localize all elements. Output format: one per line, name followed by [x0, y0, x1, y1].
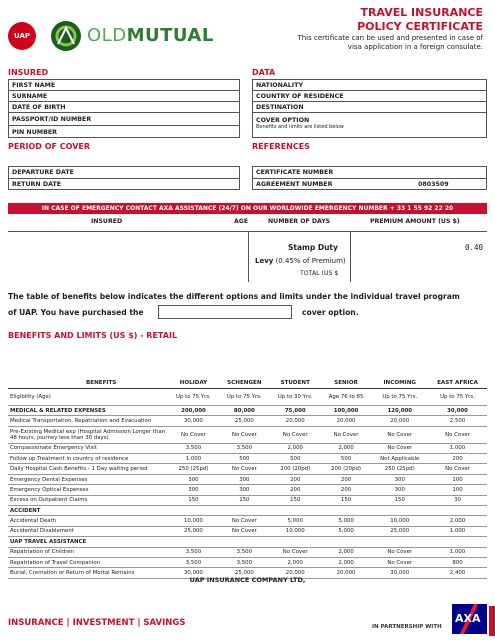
benefit-value: 3,500: [219, 557, 270, 567]
benefit-value: No Cover: [270, 426, 321, 443]
benefit-value: No Cover: [371, 557, 428, 567]
footer-tagline: INSURANCE | INVESTMENT | SAVINGS: [8, 618, 186, 628]
benefit-value: 1,000: [428, 547, 487, 557]
benefit-value: No Cover: [270, 547, 321, 557]
benefit-value: 80,000: [219, 405, 270, 415]
benefit-row: [8, 557, 487, 567]
benefit-value: No Cover: [371, 443, 428, 453]
benefit-value: 2,500: [428, 416, 487, 426]
side-stripe: [489, 606, 495, 636]
benefit-value: No Cover: [168, 426, 219, 443]
benefit-value: [321, 506, 372, 516]
benefit-value: Up to 75 Yrs.: [219, 388, 270, 405]
benefit-label: Emergency Optical Expenses: [8, 485, 168, 495]
benefit-value: 10,000: [168, 516, 219, 526]
benefit-value: [371, 506, 428, 516]
benefit-value: [428, 537, 487, 547]
benefit-value: 100: [428, 474, 487, 484]
benefit-value: Up to 30 Yrs.: [270, 388, 321, 405]
benefit-value: 2,000: [428, 516, 487, 526]
period-box: [8, 166, 240, 190]
benefit-value: 30: [428, 495, 487, 505]
benefit-value: No Cover: [371, 547, 428, 557]
benefit-value: Age 76 to 85: [321, 388, 372, 405]
data-heading: DATA: [252, 68, 276, 77]
insured-column-header: INSURED: [91, 218, 123, 225]
partnership-label: IN PARTNERSHIP WITH: [372, 624, 442, 630]
first-name-field[interactable]: FIRST NAME: [9, 80, 239, 91]
purchased-option-field[interactable]: [158, 305, 292, 319]
benefit-value: No Cover: [219, 464, 270, 474]
benefit-value: 200 (20pd): [270, 464, 321, 474]
benefit-label: Repatriation of Travel Companion: [8, 557, 168, 567]
benefit-value: No Cover: [371, 426, 428, 443]
benefit-value: [219, 506, 270, 516]
age-column-header: AGE: [234, 218, 249, 225]
benefit-value: No Cover: [219, 426, 270, 443]
benefit-value: 25,000: [219, 416, 270, 426]
benefit-label: Accidental Death: [8, 516, 168, 526]
benefit-value: 75,000: [270, 405, 321, 415]
benefit-row: [8, 495, 487, 505]
benefit-value: 500: [321, 454, 372, 464]
benefit-value: 5,000: [321, 516, 372, 526]
benefit-value: 20,000: [270, 568, 321, 578]
benefit-value: 30,000: [371, 568, 428, 578]
benefit-value: 3,500: [168, 557, 219, 567]
benefit-value: No Cover: [428, 426, 487, 443]
benefit-value: 300: [168, 485, 219, 495]
benefit-row: [8, 474, 487, 484]
east-africa-column-header: EAST AFRICA: [428, 378, 487, 388]
benefit-value: 3,500: [219, 443, 270, 453]
benefit-value: 200: [428, 454, 487, 464]
benefit-label: Emergency Dental Expenses: [8, 474, 168, 484]
old-mutual-logo-icon: [50, 20, 82, 52]
days-column-header: NUMBER OF DAYS: [268, 218, 331, 225]
divider: [248, 232, 249, 282]
benefit-row: [8, 516, 487, 526]
benefit-value: 250 (25pd): [371, 464, 428, 474]
benefit-value: No Cover: [219, 516, 270, 526]
benefit-label: Compassionate Emergency Visit: [8, 443, 168, 453]
holiday-column-header: HOLIDAY: [168, 378, 219, 388]
benefit-value: 5,000: [321, 526, 372, 536]
benefit-value: Up to 75 Yrs.: [168, 388, 219, 405]
benefit-value: 25,000: [168, 526, 219, 536]
benefit-value: 25,000: [371, 526, 428, 536]
benefit-value: 20,000: [371, 416, 428, 426]
benefit-value: 3,500: [219, 547, 270, 557]
benefit-row: [8, 464, 487, 474]
benefit-value: [168, 506, 219, 516]
intro-line-2: of UAP. You have purchased the: [8, 308, 144, 317]
benefit-value: 1,000: [168, 454, 219, 464]
benefit-label: Excess on Outpatient Claims: [8, 495, 168, 505]
benefit-value: 500: [270, 454, 321, 464]
certificate-subtitle: This certificate can be used and presented in case of: [297, 34, 483, 42]
axa-logo-icon: AXA: [452, 604, 487, 634]
benefit-row: [8, 426, 487, 443]
benefit-value: 800: [428, 557, 487, 567]
benefit-label: Accidental Disablement: [8, 526, 168, 536]
benefit-value: 2,000: [321, 443, 372, 453]
cover-option-note: Benefits and limits are listed below: [256, 124, 344, 130]
intro-line-1: The table of benefits below indicates the different options and limits under the individual travel program: [8, 292, 460, 301]
benefit-value: 100,000: [321, 405, 372, 415]
data-box: [252, 79, 487, 138]
benefit-value: 20,000: [270, 416, 321, 426]
benefit-row: [8, 547, 487, 557]
benefit-value: 150: [270, 495, 321, 505]
benefit-value: 30,000: [168, 416, 219, 426]
benefit-label: Pre-Existing Medical exp (Hospital Admission Longer than 48 hours, journey less than 30 days): [8, 426, 168, 443]
benefit-label: Repatriation of Children: [8, 547, 168, 557]
benefit-value: [428, 506, 487, 516]
agreement-number-value: 0803509: [418, 181, 449, 188]
benefit-label: Eligibility (Age): [8, 388, 168, 405]
benefit-value: [168, 537, 219, 547]
levy-label: Levy (0.45% of Premium): [255, 257, 346, 265]
benefit-value: 20,000: [321, 416, 372, 426]
benefit-value: [270, 537, 321, 547]
benefit-value: [371, 537, 428, 547]
passport-id-field[interactable]: PASSPORT/ID NUMBER: [9, 113, 239, 126]
benefit-value: [321, 537, 372, 547]
benefit-value: 300: [371, 474, 428, 484]
total-label: TOTAL (US $: [300, 270, 339, 277]
benefit-row: [8, 405, 487, 415]
benefit-value: [270, 506, 321, 516]
benefit-value: 200: [270, 485, 321, 495]
benefits-column-header: BENEFITS: [8, 378, 168, 388]
student-column-header: STUDENT: [270, 378, 321, 388]
old-mutual-wordmark: OLDMUTUAL: [87, 25, 214, 46]
benefit-label: Medical Transportation, Repatriation and Evacuation: [8, 416, 168, 426]
cover-option-field[interactable]: COVER OPTION Benefits and limits are listed below: [253, 113, 486, 138]
benefit-value: 1,000: [428, 443, 487, 453]
benefit-value: 150: [219, 495, 270, 505]
benefit-value: 30,000: [168, 568, 219, 578]
benefit-value: 1,000: [428, 526, 487, 536]
benefit-value: 120,000: [371, 405, 428, 415]
date-of-birth-field[interactable]: DATE OF BIRTH: [9, 102, 239, 113]
agreement-number-field[interactable]: AGREEMENT NUMBER 0803509: [256, 181, 449, 188]
benefit-value: 2,000: [270, 443, 321, 453]
benefit-value: 25,000: [219, 568, 270, 578]
incoming-column-header: INCOMING: [371, 378, 428, 388]
benefit-row: [8, 526, 487, 536]
benefit-value: 300: [371, 485, 428, 495]
benefit-value: No Cover: [219, 526, 270, 536]
benefit-value: 250 (25pd): [168, 464, 219, 474]
uap-logo: UAP: [8, 22, 36, 50]
benefit-value: 2,000: [321, 557, 372, 567]
benefit-value: 2,400: [428, 568, 487, 578]
premium-column-header: PREMIUM AMOUNT (US $): [370, 218, 460, 225]
benefit-value: No Cover: [321, 426, 372, 443]
benefit-value: 30,000: [428, 405, 487, 415]
benefit-row: [8, 416, 487, 426]
benefit-label: Burial, Cremation or Return of Mortal Remains: [8, 568, 168, 578]
benefit-value: [219, 537, 270, 547]
destination-field[interactable]: DESTINATION: [253, 102, 486, 113]
certificate-title-line2: POLICY CERTIFICATE: [357, 20, 483, 33]
benefit-value: 300: [168, 474, 219, 484]
benefit-value: 20,000: [321, 568, 372, 578]
benefit-label: UAP TRAVEL ASSISTANCE: [8, 537, 168, 547]
benefit-value: 300: [219, 485, 270, 495]
benefit-value: 300: [219, 474, 270, 484]
benefit-value: 200: [321, 474, 372, 484]
benefit-label: Daily Hospital Cash Benefits - 1 Day waiting period: [8, 464, 168, 474]
benefits-table: [8, 378, 487, 579]
stamp-duty-value: 0.40: [464, 243, 483, 252]
benefit-value: Up to 75 Yrs.: [428, 388, 487, 405]
certificate-number-field[interactable]: CERTIFICATE NUMBER: [253, 167, 486, 179]
benefit-row: [8, 506, 487, 516]
benefit-label: Follow up Treatment in country of residence: [8, 454, 168, 464]
benefit-value: 2,000: [321, 547, 372, 557]
nationality-field[interactable]: NATIONALITY: [253, 80, 486, 91]
references-heading: REFERENCES: [252, 142, 310, 151]
benefit-label: ACCIDENT: [8, 506, 168, 516]
insured-heading: INSURED: [8, 68, 49, 77]
benefit-row: [8, 454, 487, 464]
benefit-row: [8, 443, 487, 453]
certificate-subtitle-line2: visa application in a foreign consulate.: [347, 43, 483, 51]
benefit-value: 10,000: [371, 516, 428, 526]
benefit-row: [8, 485, 487, 495]
company-name: UAP INSURANCE COMPANY LTD,: [189, 576, 306, 584]
benefit-row: [8, 388, 487, 405]
benefit-value: 150: [371, 495, 428, 505]
benefit-value: 10,000: [270, 526, 321, 536]
benefit-value: No Cover: [428, 464, 487, 474]
certificate-title: TRAVEL INSURANCE: [360, 6, 483, 19]
benefit-value: 5,000: [270, 516, 321, 526]
return-date-field[interactable]: RETURN DATE: [12, 181, 62, 188]
benefit-value: 2,000: [270, 557, 321, 567]
senior-column-header: SENIOR: [321, 378, 372, 388]
departure-date-field[interactable]: DEPARTURE DATE: [9, 167, 239, 179]
period-of-cover-heading: PERIOD OF COVER: [8, 142, 91, 151]
benefit-value: 3,500: [168, 443, 219, 453]
benefit-value: Not Applicable: [371, 454, 428, 464]
references-box: [252, 166, 487, 190]
benefit-value: Up to 75 Yrs.: [371, 388, 428, 405]
pin-number-field[interactable]: PIN NUMBER: [12, 128, 58, 136]
surname-field[interactable]: SURNAME: [9, 91, 239, 102]
benefit-value: 100: [428, 485, 487, 495]
benefit-value: 3,500: [168, 547, 219, 557]
benefit-value: 200 (20pd): [321, 464, 372, 474]
divider: [350, 232, 351, 282]
levy-note: (0.45% of Premium): [275, 257, 346, 265]
intro-line-2-end: cover option.: [302, 308, 359, 317]
schengen-column-header: SCHENGEN: [219, 378, 270, 388]
country-of-residence-field[interactable]: COUNTRY OF RESIDENCE: [253, 91, 486, 102]
benefit-value: 200: [270, 474, 321, 484]
benefit-value: 200,000: [168, 405, 219, 415]
benefit-value: 150: [321, 495, 372, 505]
benefits-heading: BENEFITS AND LIMITS (US $) - RETAIL: [8, 331, 178, 340]
insured-table-header: [8, 218, 487, 232]
benefit-value: 500: [219, 454, 270, 464]
emergency-banner: IN CASE OF EMERGENCY CONTACT AXA ASSISTANCE (24/7) ON OUR WORLDWIDE EMERGENCY NUMBER + 33 1 55 92 22 20: [8, 203, 487, 214]
benefit-value: 150: [168, 495, 219, 505]
insured-box: [8, 79, 240, 138]
benefit-label: MEDICAL & RELATED EXPENSES: [8, 405, 168, 415]
benefit-row: [8, 537, 487, 547]
benefit-value: 200: [321, 485, 372, 495]
stamp-duty-label: Stamp Duty: [288, 243, 338, 252]
benefits-header-row: [8, 378, 487, 388]
